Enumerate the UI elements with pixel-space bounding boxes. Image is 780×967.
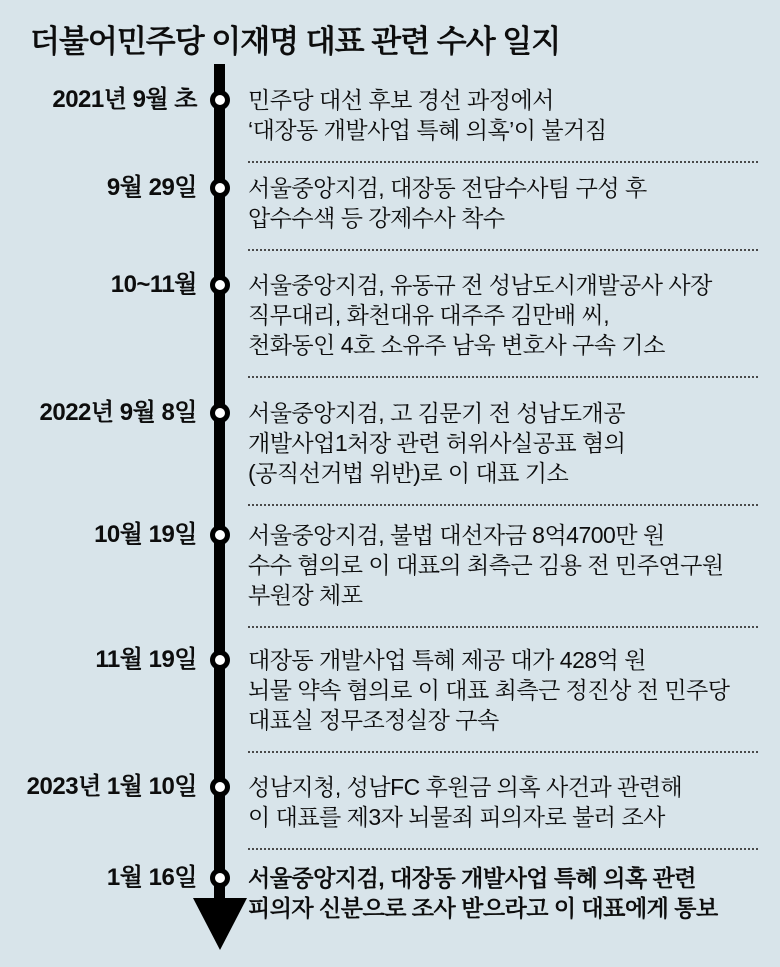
- entry-date: 2021년 9월 초: [52, 86, 197, 113]
- timeline-entry: [0, 270, 780, 378]
- entry-text-line: 천화동인 4호 소유주 남욱 변호사 구속 기소: [248, 332, 665, 358]
- entry-text-line: 서울중앙지검, 고 김문기 전 성남도개공: [248, 400, 625, 426]
- entry-text-line: 수수 혐의로 이 대표의 최측근 김용 전 민주연구원: [248, 552, 724, 578]
- entry-text: [248, 85, 762, 145]
- timeline-entry: [0, 520, 780, 628]
- entry-text: [248, 520, 762, 610]
- entry-date: 9월 29일: [106, 174, 197, 201]
- timeline-entry: [0, 645, 780, 753]
- entry-text-line: 민주당 대선 후보 경선 과정에서: [248, 87, 554, 113]
- entry-text: [248, 270, 762, 360]
- timeline-entry: [0, 772, 780, 850]
- entry-text-line: 이 대표를 제3자 뇌물죄 피의자로 불러 조사: [248, 804, 665, 830]
- entry-text-line: 피의자 신분으로 조사 받으라고 이 대표에게 통보: [248, 895, 718, 921]
- entry-text-line: 뇌물 약속 혐의로 이 대표 최측근 정진상 전 민주당: [248, 677, 730, 703]
- timeline-entry: [0, 173, 780, 251]
- dotted-separator: [248, 751, 758, 753]
- timeline-marker-icon: [210, 868, 230, 888]
- dotted-separator: [248, 376, 758, 378]
- entry-date: 11월 19일: [95, 646, 197, 673]
- timeline-marker-icon: [210, 275, 230, 295]
- timeline-marker-icon: [210, 403, 230, 423]
- entry-date: 2022년 9월 8일: [39, 399, 197, 426]
- dotted-separator: [248, 249, 758, 251]
- entry-text-line: 압수수색 등 강제수사 착수: [248, 205, 505, 231]
- entry-text-line: ‘대장동 개발사업 특혜 의혹’이 불거짐: [248, 117, 607, 143]
- entry-date: 2023년 1월 10일: [26, 773, 197, 800]
- entry-text: [248, 772, 762, 832]
- entry-text-line: 대표실 정무조정실장 구속: [248, 707, 499, 733]
- entry-text-line: 성남지청, 성남FC 후원금 의혹 사건과 관련해: [248, 774, 683, 800]
- timeline-marker-icon: [210, 525, 230, 545]
- entry-text: [248, 398, 762, 488]
- entry-text-line: 서울중앙지검, 대장동 전담수사팀 구성 후: [248, 175, 647, 201]
- timeline-entry: [0, 863, 780, 923]
- entry-text-line: 서울중앙지검, 불법 대선자금 8억4700만 원: [248, 522, 665, 548]
- entry-text: [248, 645, 762, 735]
- entry-text-line: 개발사업1처장 관련 허위사실공표 혐의: [248, 430, 626, 456]
- entry-text-line: 서울중앙지검, 유동규 전 성남도시개발공사 사장: [248, 272, 712, 298]
- timeline-marker-icon: [210, 90, 230, 110]
- timeline-entry: [0, 398, 780, 506]
- entry-text-line: 부원장 체포: [248, 582, 363, 608]
- page-title: 더불어민주당 이재명 대표 관련 수사 일지: [30, 24, 561, 59]
- timeline-entry: [0, 85, 780, 163]
- timeline-marker-icon: [210, 777, 230, 797]
- timeline-marker-icon: [210, 650, 230, 670]
- dotted-separator: [248, 504, 758, 506]
- dotted-separator: [248, 848, 758, 850]
- dotted-separator: [248, 626, 758, 628]
- entry-text-line: 서울중앙지검, 대장동 개발사업 특혜 의혹 관련: [248, 865, 696, 891]
- entry-text-line: 대장동 개발사업 특혜 제공 대가 428억 원: [248, 647, 646, 673]
- entry-text: [248, 863, 762, 923]
- entry-date: 1월 16일: [106, 864, 197, 891]
- entry-date: 10~11월: [110, 271, 197, 298]
- entry-text-line: 직무대리, 화천대유 대주주 김만배 씨,: [248, 302, 610, 328]
- entry-date: 10월 19일: [94, 521, 197, 548]
- entry-text-line: (공직선거법 위반)로 이 대표 기소: [248, 460, 569, 486]
- dotted-separator: [248, 161, 758, 163]
- entry-text: [248, 173, 762, 233]
- timeline-marker-icon: [210, 178, 230, 198]
